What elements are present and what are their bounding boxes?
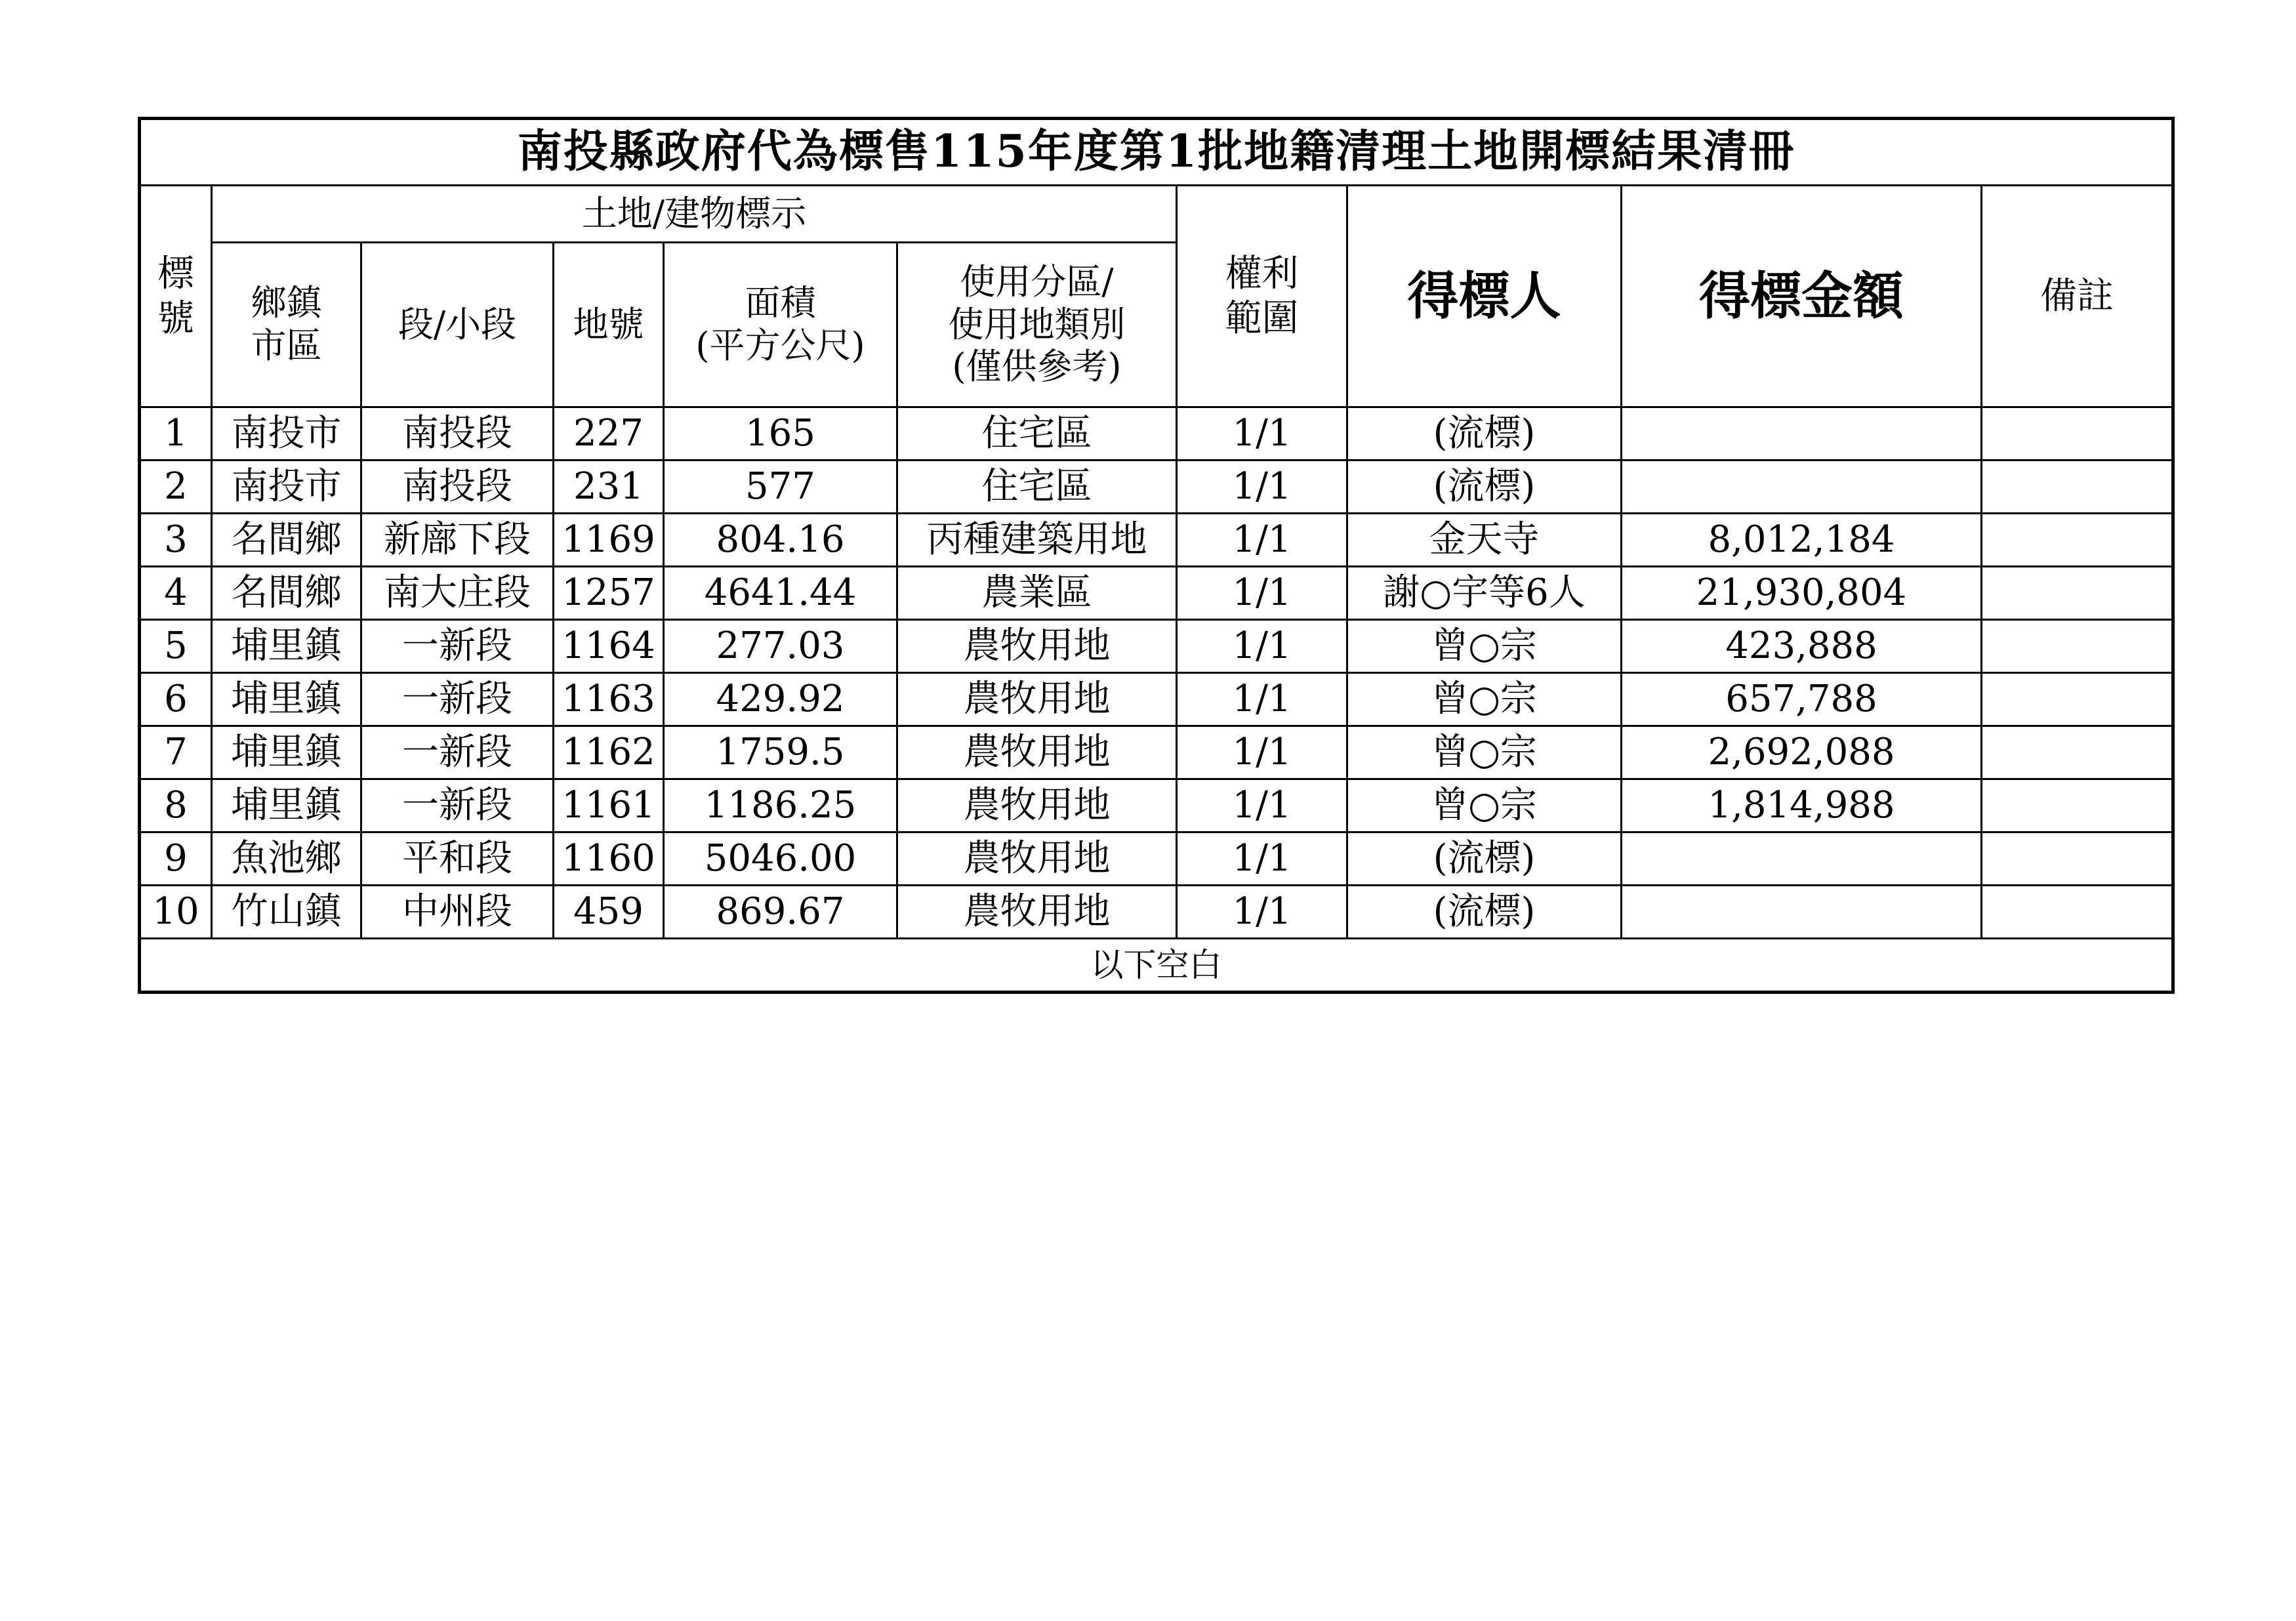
cell-section: 中州段 [361, 886, 554, 939]
cell-bid-no: 8 [140, 779, 212, 832]
cell-bid-no: 9 [140, 832, 212, 886]
cell-winner: 曾○宗 [1347, 673, 1622, 726]
cell-lot-no: 1257 [554, 567, 664, 620]
cell-area: 1186.25 [664, 779, 897, 832]
header-bid-no: 標 號 [140, 186, 212, 407]
cell-township: 名間鄉 [212, 567, 361, 620]
cell-rights: 1/1 [1177, 673, 1347, 726]
cell-bid-no: 5 [140, 620, 212, 673]
cell-amount: 657,788 [1622, 673, 1982, 726]
cell-area: 429.92 [664, 673, 897, 726]
cell-rights: 1/1 [1177, 726, 1347, 779]
cell-zoning: 農業區 [897, 567, 1177, 620]
header-remarks: 備註 [1982, 186, 2173, 407]
header-area: 面積 (平方公尺) [664, 243, 897, 407]
cell-area: 4641.44 [664, 567, 897, 620]
cell-township: 南投市 [212, 407, 361, 461]
cell-bid-no: 6 [140, 673, 212, 726]
cell-lot-no: 1160 [554, 832, 664, 886]
cell-area: 5046.00 [664, 832, 897, 886]
cell-bid-no: 4 [140, 567, 212, 620]
cell-lot-no: 1164 [554, 620, 664, 673]
cell-area: 577 [664, 461, 897, 514]
table-row [140, 461, 2173, 514]
cell-rights: 1/1 [1177, 886, 1347, 939]
cell-section: 新廍下段 [361, 514, 554, 567]
cell-section: 一新段 [361, 779, 554, 832]
cell-amount: 1,814,988 [1622, 779, 1982, 832]
cell-area: 869.67 [664, 886, 897, 939]
footer-row [140, 939, 2173, 993]
cell-rights: 1/1 [1177, 779, 1347, 832]
cell-winner: 金天寺 [1347, 514, 1622, 567]
cell-township: 竹山鎮 [212, 886, 361, 939]
cell-township: 南投市 [212, 461, 361, 514]
cell-rights: 1/1 [1177, 567, 1347, 620]
cell-rights: 1/1 [1177, 620, 1347, 673]
table-row [140, 832, 2173, 886]
cell-area: 1759.5 [664, 726, 897, 779]
cell-winner: (流標) [1347, 886, 1622, 939]
cell-zoning: 丙種建築用地 [897, 514, 1177, 567]
cell-bid-no: 2 [140, 461, 212, 514]
cell-amount [1622, 886, 1982, 939]
cell-remarks [1982, 514, 2173, 567]
header-section: 段/小段 [361, 243, 554, 407]
cell-remarks [1982, 673, 2173, 726]
cell-township: 埔里鎮 [212, 726, 361, 779]
cell-remarks [1982, 779, 2173, 832]
bid-results-table [138, 117, 2175, 994]
document-title: 南投縣政府代為標售115年度第1批地籍清理土地開標結果清冊 [140, 119, 2173, 186]
cell-winner: 曾○宗 [1347, 620, 1622, 673]
cell-amount: 423,888 [1622, 620, 1982, 673]
table-row [140, 779, 2173, 832]
cell-bid-no: 10 [140, 886, 212, 939]
header-amount: 得標金額 [1622, 186, 1982, 407]
cell-zoning: 農牧用地 [897, 779, 1177, 832]
cell-amount [1622, 832, 1982, 886]
cell-remarks [1982, 461, 2173, 514]
cell-rights: 1/1 [1177, 832, 1347, 886]
table-row [140, 514, 2173, 567]
cell-lot-no: 227 [554, 407, 664, 461]
cell-lot-no: 459 [554, 886, 664, 939]
table-row [140, 673, 2173, 726]
cell-section: 南投段 [361, 407, 554, 461]
cell-remarks [1982, 832, 2173, 886]
footer-blank-note: 以下空白 [140, 939, 2173, 993]
header-row-1 [140, 186, 2173, 243]
cell-zoning: 住宅區 [897, 461, 1177, 514]
cell-rights: 1/1 [1177, 407, 1347, 461]
cell-rights: 1/1 [1177, 514, 1347, 567]
cell-zoning: 農牧用地 [897, 620, 1177, 673]
table-row [140, 886, 2173, 939]
title-row [140, 119, 2173, 186]
cell-section: 平和段 [361, 832, 554, 886]
header-rights: 權利 範圍 [1177, 186, 1347, 407]
cell-lot-no: 231 [554, 461, 664, 514]
header-township: 鄉鎮 市區 [212, 243, 361, 407]
cell-section: 南大庄段 [361, 567, 554, 620]
cell-winner: (流標) [1347, 461, 1622, 514]
cell-bid-no: 7 [140, 726, 212, 779]
cell-lot-no: 1163 [554, 673, 664, 726]
cell-bid-no: 1 [140, 407, 212, 461]
cell-amount: 21,930,804 [1622, 567, 1982, 620]
cell-remarks [1982, 726, 2173, 779]
table-row [140, 407, 2173, 461]
cell-township: 埔里鎮 [212, 673, 361, 726]
header-land-group: 土地/建物標示 [212, 186, 1177, 243]
cell-amount [1622, 407, 1982, 461]
cell-amount: 2,692,088 [1622, 726, 1982, 779]
cell-zoning: 農牧用地 [897, 832, 1177, 886]
cell-bid-no: 3 [140, 514, 212, 567]
cell-township: 埔里鎮 [212, 620, 361, 673]
cell-lot-no: 1162 [554, 726, 664, 779]
cell-remarks [1982, 886, 2173, 939]
cell-zoning: 農牧用地 [897, 726, 1177, 779]
cell-lot-no: 1169 [554, 514, 664, 567]
cell-area: 804.16 [664, 514, 897, 567]
cell-remarks [1982, 620, 2173, 673]
cell-section: 一新段 [361, 673, 554, 726]
cell-amount [1622, 461, 1982, 514]
table-row [140, 620, 2173, 673]
cell-winner: 曾○宗 [1347, 779, 1622, 832]
cell-winner: (流標) [1347, 407, 1622, 461]
cell-zoning: 農牧用地 [897, 673, 1177, 726]
cell-lot-no: 1161 [554, 779, 664, 832]
cell-township: 魚池鄉 [212, 832, 361, 886]
cell-remarks [1982, 567, 2173, 620]
cell-area: 165 [664, 407, 897, 461]
cell-section: 一新段 [361, 620, 554, 673]
cell-township: 埔里鎮 [212, 779, 361, 832]
header-winner: 得標人 [1347, 186, 1622, 407]
cell-zoning: 農牧用地 [897, 886, 1177, 939]
cell-section: 一新段 [361, 726, 554, 779]
table-row [140, 567, 2173, 620]
table-row [140, 726, 2173, 779]
cell-township: 名間鄉 [212, 514, 361, 567]
cell-rights: 1/1 [1177, 461, 1347, 514]
cell-winner: 謝○宇等6人 [1347, 567, 1622, 620]
cell-winner: (流標) [1347, 832, 1622, 886]
cell-zoning: 住宅區 [897, 407, 1177, 461]
cell-area: 277.03 [664, 620, 897, 673]
header-zoning: 使用分區/ 使用地類別 (僅供參考) [897, 243, 1177, 407]
cell-section: 南投段 [361, 461, 554, 514]
cell-winner: 曾○宗 [1347, 726, 1622, 779]
cell-amount: 8,012,184 [1622, 514, 1982, 567]
cell-remarks [1982, 407, 2173, 461]
header-lot-no: 地號 [554, 243, 664, 407]
